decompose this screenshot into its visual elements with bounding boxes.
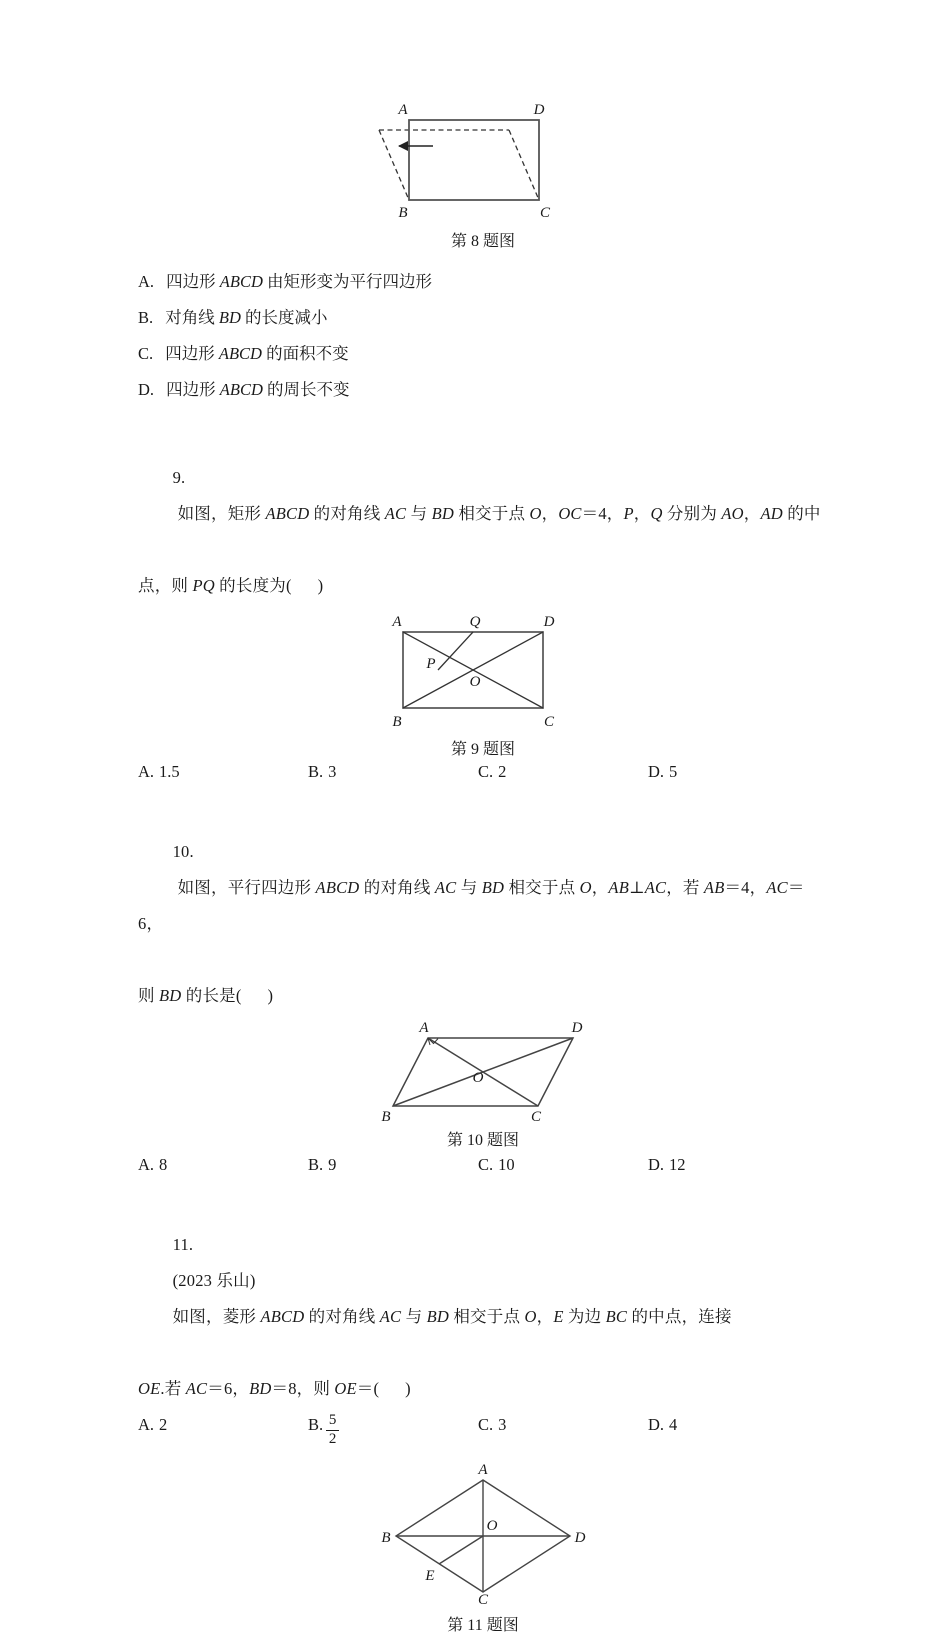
figure-11-label-d: D xyxy=(574,1529,586,1546)
question-9-line-1 xyxy=(138,424,828,568)
figure-9-label-c: C xyxy=(543,714,555,730)
option-text: 四边形 ABCD 的周长不变 xyxy=(166,380,350,399)
question-11-options xyxy=(138,1412,698,1450)
question-10-line-2: 则 BD 的长是( ) xyxy=(138,986,274,1005)
figure-9-caption: 第 9 题图 xyxy=(450,741,515,758)
figure-10-drawing xyxy=(358,1018,608,1123)
figure-10-label-a: A xyxy=(419,1020,429,1036)
figure-8-label-a: A xyxy=(398,102,408,118)
question-11-text-1: 如图，菱形 ABCD 的对角线 AC 与 BD 相交于点 O，E 为边 BC 的中点，连接 xyxy=(172,1307,732,1326)
option-key: D. xyxy=(138,380,155,399)
option-item[interactable] xyxy=(308,762,478,782)
option-key: C. xyxy=(478,1155,494,1174)
question-11-line-2: OE.若 AC＝6，BD＝8，则 OE＝( ) xyxy=(138,1379,411,1398)
option-item[interactable] xyxy=(648,762,818,782)
question-9 xyxy=(138,424,828,604)
option-value: 1.5 xyxy=(159,762,180,781)
figure-9-label-q: Q xyxy=(469,614,481,630)
figure-11-label-b: B xyxy=(381,1529,391,1546)
option-value: 9 xyxy=(328,1155,337,1174)
fraction-bar xyxy=(326,1430,339,1431)
figure-10-caption: 第 10 题图 xyxy=(446,1132,519,1149)
option-value: 2 xyxy=(498,762,507,781)
figure-8-label-b: B xyxy=(398,205,408,220)
option-value: 3 xyxy=(328,762,337,781)
question-11 xyxy=(138,1191,828,1407)
figure-9-label-p: P xyxy=(426,656,436,672)
option-row[interactable] xyxy=(138,336,828,372)
question-9-options xyxy=(138,762,698,782)
option-value: 8 xyxy=(159,1155,168,1174)
figure-8-caption: 第 8 题图 xyxy=(450,233,515,250)
option-value: 2 xyxy=(159,1415,168,1434)
fraction-numerator: 5 xyxy=(328,1412,337,1428)
option-key: A. xyxy=(138,1155,155,1174)
question-10-options xyxy=(138,1155,698,1175)
option-key: B. xyxy=(308,1155,324,1174)
figure-10-label-d: D xyxy=(571,1020,583,1036)
question-11-line-1 xyxy=(138,1191,828,1371)
option-key: D. xyxy=(648,762,665,781)
option-text: 对角线 BD 的长度减小 xyxy=(165,308,328,327)
figure-10-label-c: C xyxy=(530,1109,542,1123)
question-11-number: 11. xyxy=(172,1235,194,1254)
option-key: B. xyxy=(138,308,154,327)
option-key: B. xyxy=(308,1415,324,1434)
question-10-number: 10. xyxy=(172,842,194,861)
figure-10 xyxy=(138,1018,828,1149)
option-item[interactable] xyxy=(138,762,308,782)
figure-9-label-o: O xyxy=(469,674,481,690)
option-item[interactable] xyxy=(648,1415,818,1435)
question-10-line-1 xyxy=(138,798,828,978)
figure-8 xyxy=(138,100,828,250)
question-9-number: 9. xyxy=(172,468,186,487)
figure-8-label-c: C xyxy=(539,205,551,220)
figure-11-label-e: E xyxy=(425,1567,435,1584)
option-row[interactable] xyxy=(138,300,828,336)
option-value: 10 xyxy=(498,1155,515,1174)
option-key: D. xyxy=(648,1415,665,1434)
figure-11-drawing xyxy=(368,1464,598,1604)
question-9-text-1: 如图，矩形 ABCD 的对角线 AC 与 BD 相交于点 O，OC＝4，P，Q 分别为 AO，AD 的中 xyxy=(177,504,821,523)
option-item[interactable] xyxy=(478,762,648,782)
option-item[interactable] xyxy=(308,1155,478,1175)
option-item[interactable] xyxy=(138,1155,308,1175)
question-10-text-1: 如图，平行四边形 ABCD 的对角线 AC 与 BD 相交于点 O，AB⊥AC，若 AB＝4，AC＝6， xyxy=(138,878,805,933)
figure-11 xyxy=(138,1463,828,1634)
option-key: C. xyxy=(478,1415,494,1434)
figure-10-label-b: B xyxy=(381,1109,391,1123)
option-fraction xyxy=(326,1413,339,1448)
figure-9-label-b: B xyxy=(392,714,402,730)
figure-8-drawing xyxy=(363,100,603,220)
option-text: 四边形 ABCD 由矩形变为平行四边形 xyxy=(166,272,433,291)
question-10 xyxy=(138,798,828,1014)
option-row[interactable] xyxy=(138,372,828,408)
figure-11-label-o: O xyxy=(486,1517,498,1534)
figure-11-label-c: C xyxy=(477,1591,489,1604)
option-item[interactable] xyxy=(308,1412,478,1450)
option-key: B. xyxy=(308,762,324,781)
fraction-denominator: 2 xyxy=(328,1430,337,1447)
option-item[interactable] xyxy=(138,1415,308,1435)
option-item[interactable] xyxy=(478,1415,648,1435)
question-8-options xyxy=(138,264,828,408)
option-value: 12 xyxy=(669,1155,686,1174)
figure-9 xyxy=(138,610,828,758)
question-11-source: (2023 乐山) xyxy=(172,1271,256,1290)
option-item[interactable] xyxy=(648,1155,818,1175)
figure-9-label-a: A xyxy=(392,614,402,630)
option-key: A. xyxy=(138,1415,155,1434)
option-key: C. xyxy=(478,762,494,781)
option-item[interactable] xyxy=(478,1155,648,1175)
option-value: 3 xyxy=(498,1415,507,1434)
question-9-line-2: 点，则 PQ 的长度为( ) xyxy=(138,576,324,595)
figure-11-caption: 第 11 题图 xyxy=(447,1616,519,1634)
option-key: A. xyxy=(138,762,155,781)
figure-9-label-d: D xyxy=(543,614,555,630)
option-key: A. xyxy=(138,272,155,291)
figure-11-label-a: A xyxy=(478,1463,488,1478)
option-value: 5 xyxy=(669,762,678,781)
option-text: 四边形 ABCD 的面积不变 xyxy=(165,344,349,363)
option-key: D. xyxy=(648,1155,665,1174)
option-key: C. xyxy=(138,344,154,363)
figure-8-label-d: D xyxy=(533,102,545,118)
figure-10-label-o: O xyxy=(472,1070,484,1086)
option-row[interactable] xyxy=(138,264,828,300)
option-value: 4 xyxy=(669,1415,678,1434)
page-content xyxy=(138,0,828,1634)
figure-9-drawing xyxy=(363,610,603,730)
